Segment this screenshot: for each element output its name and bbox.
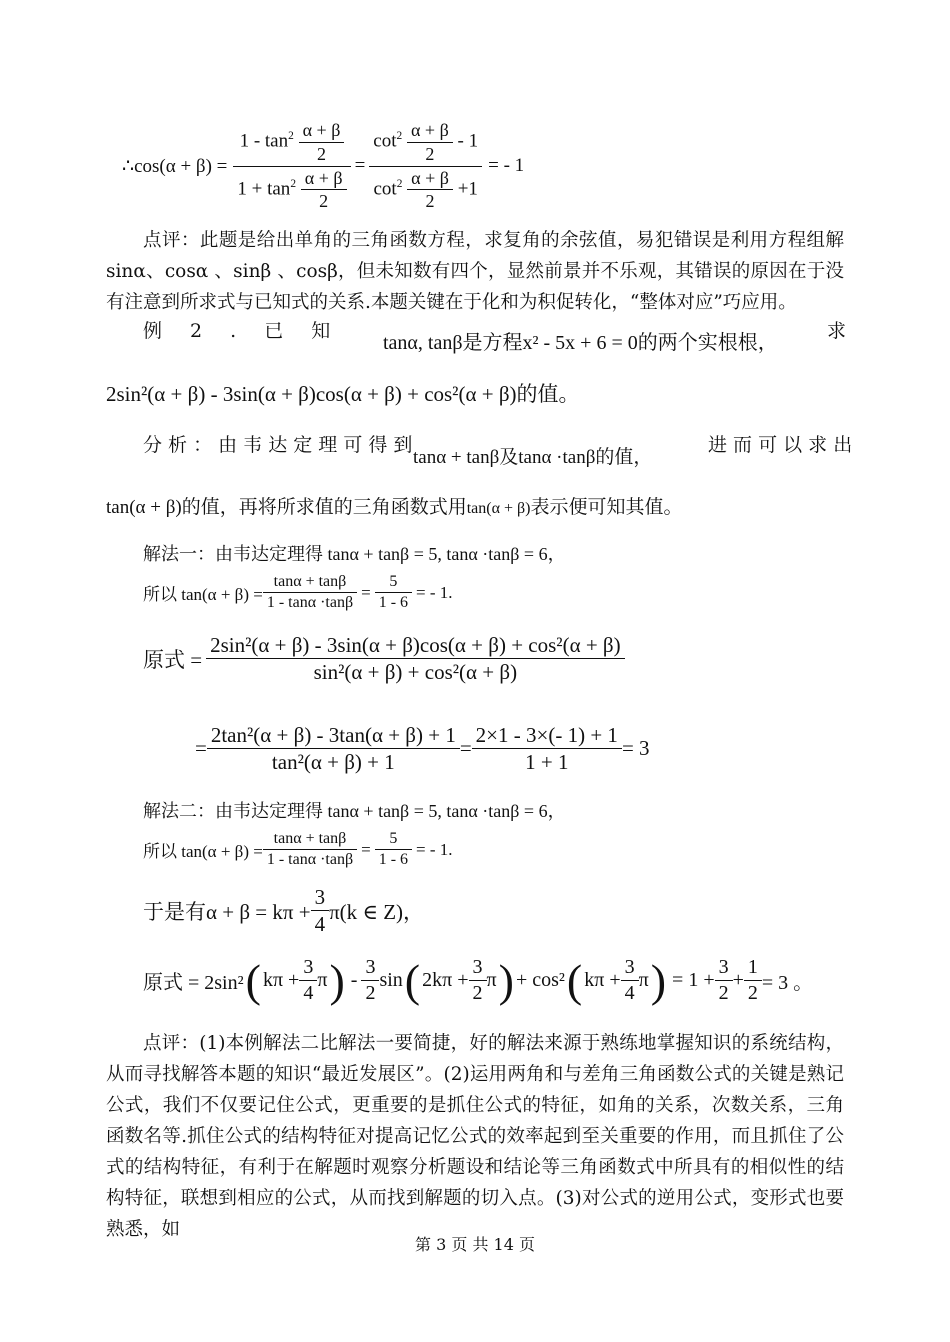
comment-2: 点评：(1)本例解法二比解法一要简捷，好的解法来源于熟练地掌握知识的系统结构，从而寻找解答本题的知识“最近发展区”。(2)运用两角和与差角三角函数公式的关键是熟记公式，我们不仅要记住公式，更重要的是抓住公式的特征，如角的关系，次数关系，三角函数名等.抓住公式的结构特征对提高记忆公式的效率起到至关重要的作用，而且抓住了公式的结构特征，有利于在解题时观察分析题设和结论等三角函数式中所具有的相似性的结构特征，联想到相应的公式，从而找到解题的切入点。(3)对公式的逆用公式，变形式也要熟悉，如 (106, 1033, 844, 1240)
eq1-fraction-1: $1 - \tan^2$ $\frac{\alpha + \beta}{2}$ $1 + \tan^2$ $\frac{\alpha + \beta}{2}$ (233, 119, 350, 212)
analysis-text-1: 分 析 ： 由 韦 达 定 理 可 得 到 (143, 434, 413, 456)
equation-cos-sum: ∴cos(α + β) = $1 - \tan^2$ $\frac{\alpha + \beta}{2}$ $1 + \tan^2$ $\frac{\alpha + \beta}{2}$ = $\cot^2$ $\frac{\alpha + \beta}{2}$ - 1 $\cot^2$ $\frac{\alpha + \beta}{2}$ +1 = - 1 (122, 120, 525, 212)
example-2-expression: 2sin²(α + β) - 3sin(α + β)cos(α + β) + cos²(α + β)的值。 (106, 382, 580, 406)
analysis-mid: tanα + tanβ及tanα ·tanβ的值， (413, 447, 653, 468)
page-footer: 第 3 页 共 14 页 (415, 1235, 535, 1254)
angle-sum-result: 于是有α + β = kπ + $\frac{3}{4}$ π(k ∈ Z)， (143, 885, 425, 937)
comment-1: 点评：此题是给出单角的三角函数方程，求复角的余弦值，易犯错误是利用方程组解sinα、cosα 、sinβ 、cosβ，但未知数有四个，显然前景并不乐观，其错误的原因在于没有注意到所求式与已知式的关系.本题关键在于化和为积促转化，“整体对应”巧应用。 (106, 230, 844, 313)
method-2-tan-sum: 所以 tan(α + β) = $\frac{\tan\alpha + \tan\beta}{1 - \tan\alpha \cdot\tan\beta}$ = $\frac{5}{1 - 6}$ = - 1. (143, 830, 453, 868)
original-expression-2: = $\frac{\text{2tan²(α + β) - 3tan(α + β) + 1}}{\text{tan²(α + β) + 1}}$ = $\frac{2\times 1 - 3\times(- 1) + 1}{1 + 1}$ = 3 (195, 723, 650, 775)
eq1-fraction-2: $\cot^2$ $\frac{\alpha + \beta}{2}$ - 1 $\cot^2$ $\frac{\alpha + \beta}{2}$ +1 (369, 119, 482, 212)
method-1-line: 解法一：由韦达定理得 tanα + tanβ = 5, tanα ·tanβ = 6， (143, 544, 566, 564)
eq1-result: = - 1 (488, 155, 525, 176)
original-expression-1: 原式 = $\frac{\text{2sin²(α + β) - 3sin(α + β)cos(α + β) + cos²(α + β)}}{\text{sin²(α + β) + cos²(α + β)}}$ (143, 632, 625, 686)
analysis-text-2: 进 而 可 以 求 出 (708, 434, 853, 456)
eq1-lhs: ∴cos(α + β) = (122, 155, 228, 177)
method-2-line: 解法二：由韦达定理得 tanα + tanβ = 5, tanα ·tanβ = 6， (143, 801, 566, 821)
example-2-ask: 求 (827, 320, 847, 342)
method-1-tan-sum: 所以 tan(α + β) = $\frac{\tan\alpha + \tan\beta}{1 - \tan\alpha \cdot\tan\beta}$ = $\frac{5}{1 - 6}$ = - 1. (143, 573, 453, 611)
example-2-label: 例 2 . 已 知 (143, 320, 331, 342)
analysis-line-2: tan(α + β)的值，再将所求值的三角函数式用tan(α + β)表示便可知其值。 (106, 496, 683, 518)
example-2-condition: tanα, tanβ是方程x² - 5x + 6 = 0的两个实根根， (383, 332, 778, 354)
final-evaluation: 原式 = 2sin² ( kπ + $\frac{3}{4}$ π ) - $\frac{3}{2}$ sin ( 2kπ + $\frac{3}{2}$ π ) + cos² ( kπ + $\frac{3}{4}$ π ) = 1 + $\frac{3}{2}$ + $\frac{1}{2}$ = 3 。 (143, 955, 814, 1006)
